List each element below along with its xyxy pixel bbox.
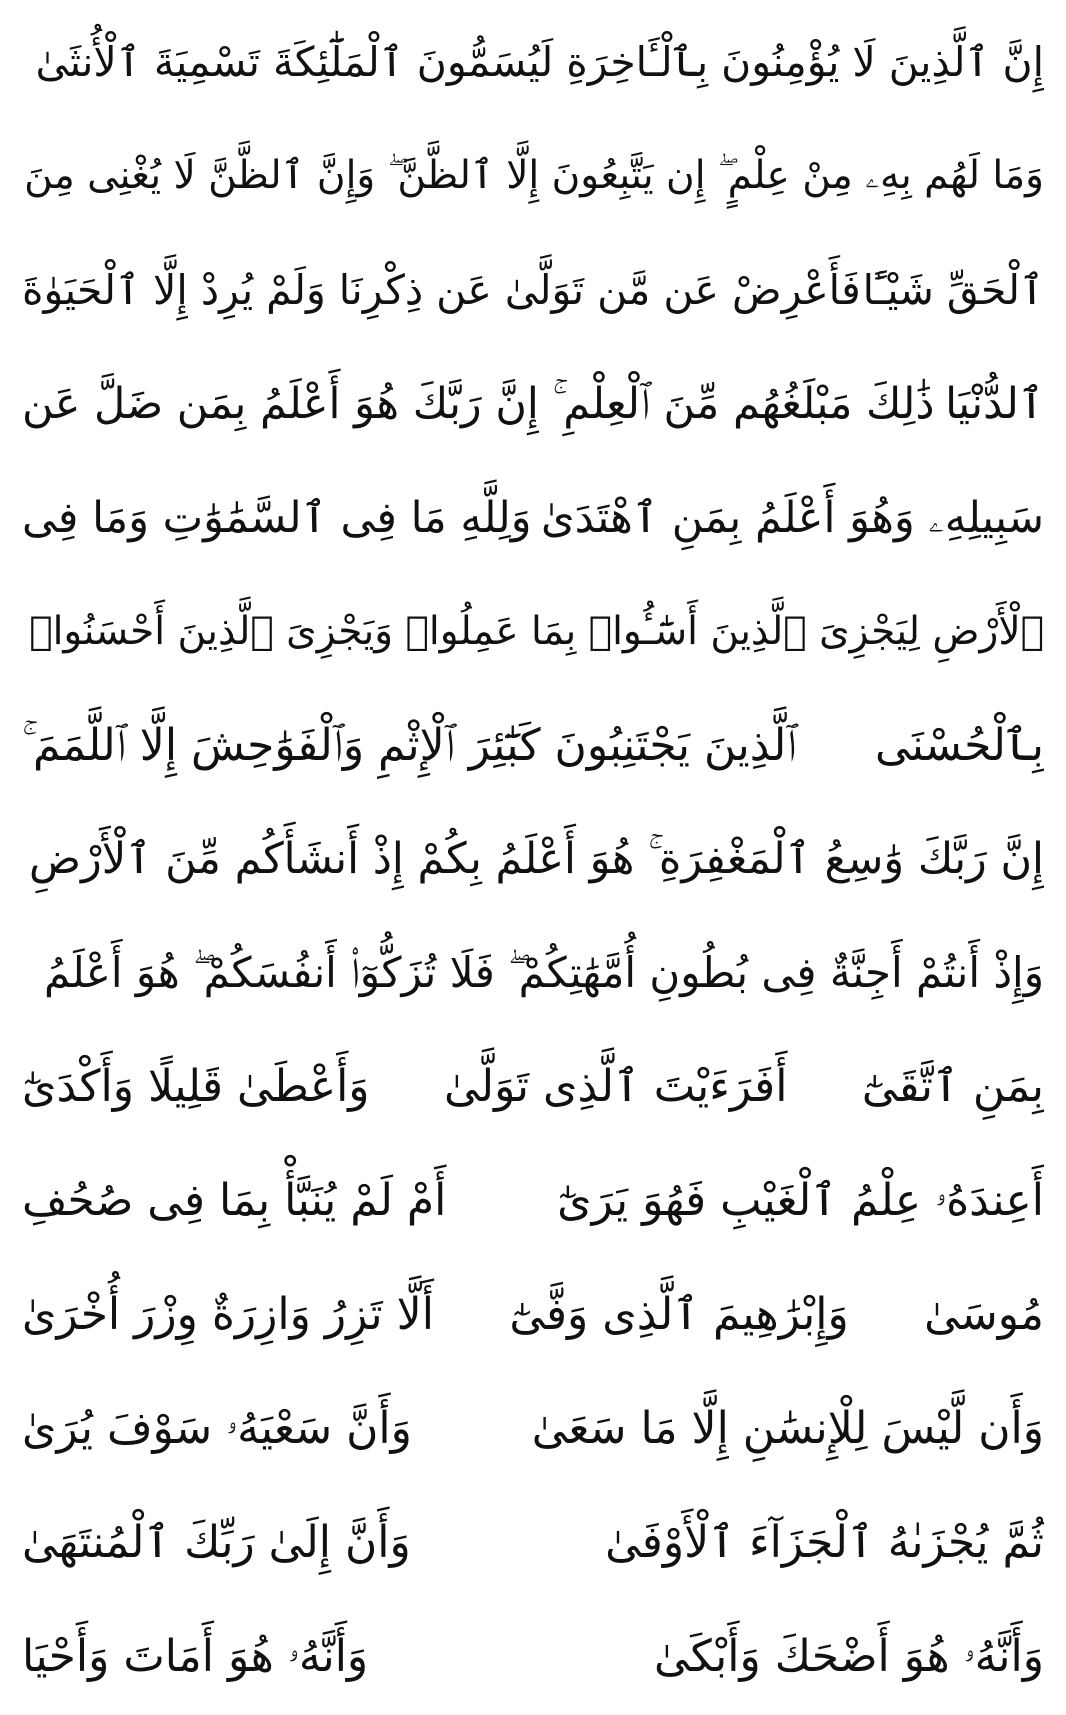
text-line <box>22 470 1044 566</box>
verse-text: ٱلَّذِينَ يَجْتَنِبُونَ كَبَٰٓئِرَ ٱلْإِثْمِ وَٱلْفَوَٰحِشَ إِلَّا ٱللَّمَمَ ۚ <box>22 719 797 771</box>
verse-text: وَأَنَّ إِلَىٰ رَبِّكَ ٱلْمُنتَهَىٰ <box>22 1516 411 1568</box>
text-line <box>22 1381 1044 1477</box>
text-line <box>22 14 1044 110</box>
verse-text: أَفَرَءَيْتَ ٱلَّذِى تَوَلَّىٰ <box>444 1061 788 1113</box>
text-line <box>22 128 1044 224</box>
text-line <box>22 698 1044 794</box>
verse-text: وَمَا لَهُم بِهِۦ مِنْ عِلْمٍ ۖ إِن يَتَّبِعُونَ إِلَّا ٱلظَّنَّ ۖ وَإِنَّ ٱلظَّنَّ لَا يُغْنِى مِنَ <box>24 152 1044 198</box>
verse-text: أَعِندَهُۥ عِلْمُ ٱلْغَيْبِ فَهُوَ يَرَىٰٓ <box>557 1175 1044 1227</box>
text-line <box>22 1267 1044 1363</box>
verse-text: وَأَنَّ سَعْيَهُۥ سَوْفَ يُرَىٰ <box>22 1403 412 1455</box>
verse-text: وَإِبْرَٰهِيمَ ٱلَّذِى وَفَّىٰٓ <box>509 1289 849 1341</box>
verse-text: وَأَن لَّيْسَ لِلْإِنسَٰنِ إِلَّا مَا سَعَىٰ <box>531 1403 1044 1455</box>
verse-text: بِٱلْحُسْنَى <box>874 719 1044 771</box>
verse-text: إِنَّ ٱلَّذِينَ لَا يُؤْمِنُونَ بِٱلْـَٔاخِرَةِ لَيُسَمُّونَ ٱلْمَلَٰٓئِكَةَ تَسْمِيَةَ ٱلْأُنثَىٰ <box>35 38 1044 86</box>
verse-text: وَأَنَّهُۥ هُوَ أَضْحَكَ وَأَبْكَىٰ <box>654 1630 1044 1682</box>
text-line <box>22 356 1044 452</box>
verse-text: أَمْ لَمْ يُنَبَّأْ بِمَا فِى صُحُفِ <box>22 1175 447 1227</box>
verse-text: مُوسَىٰ <box>924 1289 1044 1341</box>
verse-text: وَلِلَّهِ مَا فِى ٱلسَّمَٰوَٰتِ وَمَا فِى <box>22 492 532 543</box>
text-line <box>22 1039 1044 1135</box>
verse-text: فَأَعْرِضْ عَن مَّن تَوَلَّىٰ عَن ذِكْرِنَا وَلَمْ يُرِدْ إِلَّا ٱلْحَيَوٰةَ <box>22 265 861 314</box>
verse-text: إِنَّ رَبَّكَ وَٰسِعُ ٱلْمَغْفِرَةِ ۚ هُوَ أَعْلَمُ بِكُمْ إِذْ أَنشَأَكُم مِّنَ ٱلْأَرْضِ <box>29 834 1044 885</box>
verse-text: أَلَّا تَزِرُ وَازِرَةٌ وِزْرَ أُخْرَىٰ <box>22 1289 434 1341</box>
text-line <box>22 1153 1044 1249</box>
verse-text: بِمَنِ ٱتَّقَىٰٓ <box>861 1061 1044 1113</box>
verse-text: ٱلْحَقِّ شَيْـًٔا <box>862 265 1044 314</box>
verse-text: ثُمَّ يُجْزَىٰهُ ٱلْجَزَآءَ ٱلْأَوْفَىٰ <box>605 1516 1044 1568</box>
text-line <box>22 1609 1044 1705</box>
verse-text: سَبِيلِهِۦ وَهُوَ أَعْلَمُ بِمَنِ ٱهْتَدَىٰ <box>540 492 1044 543</box>
verse-text: ٱلْأَرْضِ لِيَجْزِىَ ٱلَّذِينَ أَسَٰٓـُٔوا۟ بِمَا عَمِلُوا۟ وَيَجْزِىَ ٱلَّذِينَ أَحْسَنُوا۟ <box>29 608 1044 654</box>
text-line <box>22 811 1044 907</box>
text-line <box>22 242 1044 338</box>
text-line <box>22 925 1044 1021</box>
text-line <box>22 1495 1044 1591</box>
verse-text: ذَٰلِكَ مَبْلَغُهُم مِّنَ ٱلْعِلْمِ ۚ إِنَّ رَبَّكَ هُوَ أَعْلَمُ بِمَن ضَلَّ عَن <box>22 378 935 429</box>
text-line <box>22 584 1044 680</box>
verse-text: وَأَنَّهُۥ هُوَ أَمَاتَ وَأَحْيَا <box>22 1630 369 1682</box>
verse-text: ٱلدُّنْيَا <box>945 378 1044 429</box>
verse-text: وَأَعْطَىٰ قَلِيلًا وَأَكْدَىٰٓ <box>22 1061 370 1113</box>
verse-text: وَإِذْ أَنتُمْ أَجِنَّةٌ فِى بُطُونِ أُمَّهَٰتِكُمْ ۖ فَلَا تُزَكُّوٓا۟ أَنفُسَكُمْ ۖ هُوَ أَعْلَمُ <box>43 948 1044 998</box>
